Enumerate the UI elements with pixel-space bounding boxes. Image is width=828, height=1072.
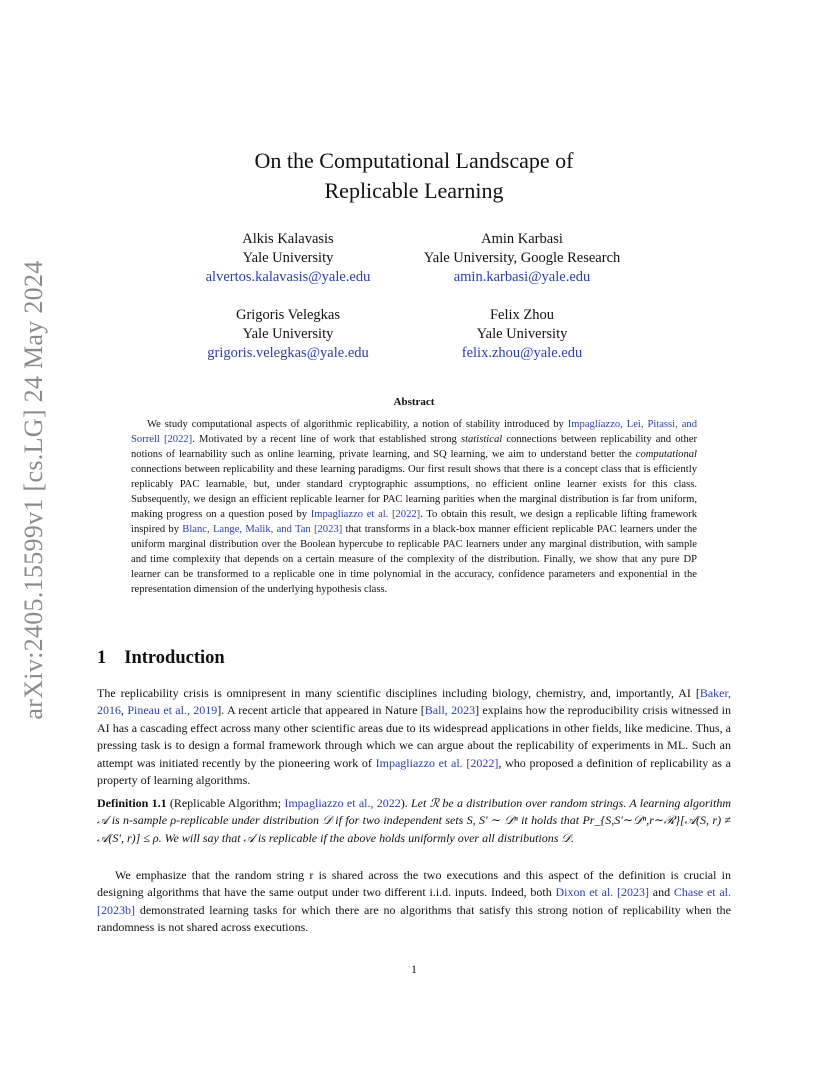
citation-link[interactable]: Impagliazzo et al. [2022] [375, 755, 499, 770]
intro-paragraph [97, 867, 731, 937]
emphasis: computational [635, 449, 697, 460]
citation-link[interactable]: Chase et al. [2023b] [97, 885, 732, 917]
title-line-2: Replicable Learning [324, 178, 504, 203]
text-segment: ). [400, 796, 408, 810]
abstract-heading: Abstract [393, 396, 435, 408]
abstract-text [131, 417, 697, 597]
author-affiliation: Yale University, Google Research [423, 250, 621, 266]
author-email-link[interactable]: felix.zhou@yale.edu [461, 345, 583, 361]
citation-link[interactable]: Impagliazzo et al. [2022] [310, 509, 421, 520]
text-segment: ] explains how the reproducibility crisis witnessed in AI has a cascading effect across many other scientific areas due to its widespread applications in other fields, like medicine. Thus, a pressing task is to design a formal framework through which we can argue about the replicability of experiments in ML. Such an attempt was initiated recently by the pioneering work of [97, 703, 731, 770]
author-card [158, 306, 418, 363]
definition-body: Let ℛ be a distribution over random strings. A learning algorithm 𝒜 is n-sample ρ-replicable under distribution 𝒟 if for two independent sets S, S′ ∼ 𝒟ⁿ it holds that Pr_{S,S′∼𝒟ⁿ,r∼ℛ}[𝒜(S, r) ≠ 𝒜(S′, r)] ≤ ρ. We will say that 𝒜 is replicable if the above holds uniformly over all distributions 𝒟. [97, 796, 732, 845]
citation-link[interactable]: Dixon et al. [2023] [555, 885, 650, 900]
text-segment: We emphasize that the random string r is shared across the two executions and this aspect of the definition is crucial in designing algorithms that have the same output under two different i.i.d. inputs. Indeed, both [97, 868, 731, 900]
intro-paragraph [97, 685, 731, 789]
author-email-link[interactable]: grigoris.velegkas@yale.edu [207, 345, 369, 361]
title-line-1: On the Computational Landscape of [254, 148, 574, 173]
citation-link[interactable]: Ball, 2023 [424, 703, 476, 718]
text-segment: , [121, 703, 128, 718]
author-name: Amin Karbasi [481, 231, 563, 247]
abstract-text-segment: We study computational aspects of algorithmic replicability, a notion of stability introduced by [147, 419, 568, 430]
emphasis: statistical [460, 434, 503, 445]
text-segment: and [649, 885, 674, 900]
abstract-text-segment: connections between replicability and other notions of learnability such as online learning, private learning, and SQ learning, we aim to understand better the [131, 434, 697, 460]
citation-link[interactable]: Pineau et al., 2019 [127, 703, 218, 718]
author-card [392, 306, 652, 363]
author-affiliation: Yale University [242, 250, 334, 266]
author-affiliation: Yale University [476, 326, 568, 342]
abstract-text-segment: . Motivated by a recent line of work that established strong [192, 434, 461, 445]
abstract-text-segment: that transforms in a black-box manner efficient replicable PAC learners under the uniform marginal distribution over the Boolean hypercube to replicable PAC learners under any marginal distribution, with sample and time complexity that depends on a certain measure of the complexity of the distribution. Finally, we show that any pure DP learner can be transformed to a replicable one in time polynomial in the accuracy, confidence parameters and exponential in the representation dimension of the underlying hypothesis class. [131, 524, 697, 595]
author-email-link[interactable]: alvertos.kalavasis@yale.edu [205, 269, 371, 285]
definition-block [97, 795, 731, 847]
abstract-text-segment: . To obtain this result, we design a replicable lifting framework inspired by [131, 509, 697, 535]
citation-link[interactable]: Baker, 2016 [97, 686, 731, 718]
text-segment: , who proposed a definition of replicability as a property of learning algorithms. [97, 755, 731, 788]
citation-link[interactable]: Impagliazzo, Lei, Pitassi, and Sorrell [2022] [131, 419, 698, 445]
citation-link[interactable]: Blanc, Lange, Malik, and Tan [2023] [182, 524, 343, 535]
text-segment: demonstrated learning tasks for which there are no algorithms that satisfy this strong notion of replicability when the randomness is not shared across executions. [97, 902, 731, 935]
citation-link[interactable]: Impagliazzo et al., 2022 [284, 796, 401, 810]
section-title: Introduction [124, 648, 225, 668]
author-name: Felix Zhou [489, 307, 555, 323]
author-email-link[interactable]: amin.karbasi@yale.edu [453, 269, 591, 285]
text-segment: ]. A recent article that appeared in Nature [ [217, 703, 425, 718]
author-card [392, 230, 652, 287]
arxiv-stamp: arXiv:2405.15599v1 [cs.LG] 24 May 2024 [19, 260, 48, 720]
definition-label: Definition 1.1 [97, 796, 167, 810]
section-number: 1 [97, 648, 107, 668]
author-affiliation: Yale University [242, 326, 334, 342]
text-segment: (Replicable Algorithm; [166, 796, 285, 810]
author-name: Grigoris Velegkas [235, 307, 341, 323]
page-number: 1 [411, 962, 417, 976]
section-heading [97, 648, 225, 669]
paper-title [0, 146, 828, 206]
author-card [158, 230, 418, 287]
abstract-text-segment: connections between replicability and these learning paradigms. Our first result shows that there is a concept class that is efficiently replicably PAC learnable, but, under standard cryptographic assumptions, no efficient online learner exists for this class. Subsequently, we design an efficient replicable learner for PAC learning parities when the marginal distribution is far from uniform, making progress on a question posed by [131, 464, 697, 520]
author-name: Alkis Kalavasis [242, 231, 334, 247]
text-segment: The replicability crisis is omnipresent in many scientific disciplines including biology, chemistry, and, importantly, AI [ [97, 686, 700, 700]
